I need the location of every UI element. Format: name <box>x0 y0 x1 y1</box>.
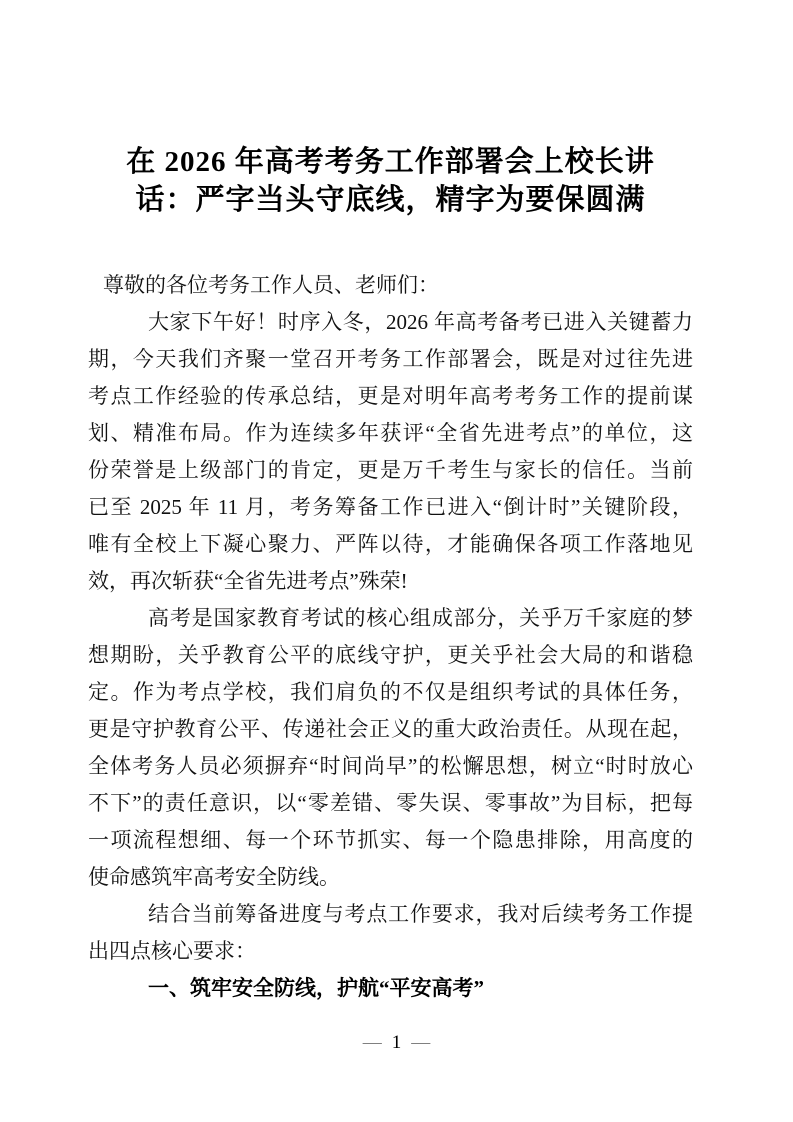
text-line: 定。作为考点学校，我们肩负的不仅是组织考试的具体任务， <box>88 680 693 704</box>
footer-dash-left: — <box>362 1032 382 1053</box>
text-line: 出四点核心要求： <box>88 939 256 963</box>
document-title <box>88 143 693 219</box>
body-paragraph <box>88 600 693 896</box>
body-paragraph <box>88 896 693 970</box>
page-number: 1 <box>391 1032 402 1053</box>
text-line: 一项流程想细、每一个环节抓实、每一个隐患排除，用高度的 <box>88 828 693 852</box>
text-line: 高考是国家教育考试的核心组成部分，关乎万千家庭的梦 <box>148 606 693 630</box>
text-line: 不下”的责任意识，以“零差错、零失误、零事故”为目标，把每 <box>88 791 693 815</box>
text-line: 份荣誉是上级部门的肯定，更是万千考生与家长的信任。当前 <box>88 458 693 482</box>
footer-dash-right: — <box>411 1032 431 1053</box>
title-line-2: 话：严字当头守底线，精字为要保圆满 <box>135 184 646 216</box>
page-footer <box>0 1031 793 1055</box>
text-line: 考点工作经验的传承总结，更是对明年高考考务工作的提前谋 <box>88 384 693 408</box>
text-line: 更是守护教育公平、传递社会正义的重大政治责任。从现在起， <box>88 717 693 741</box>
text-line: 唯有全校上下凝心聚力、严阵以待，才能确保各项工作落地见 <box>88 532 693 556</box>
document-body <box>88 267 693 1007</box>
body-paragraph <box>88 304 693 600</box>
title-line-1: 在 2026 年高考考务工作部署会上校长讲 <box>126 146 655 178</box>
text-line: 全体考务人员必须摒弃“时间尚早”的松懈思想，树立“时时放心 <box>88 754 693 778</box>
text-line: 划、精准布局。作为连续多年获评“全省先进考点”的单位，这 <box>88 421 693 445</box>
text-line: 大家下午好！时序入冬，2026 年高考备考已进入关键蓄力 <box>148 310 693 334</box>
text-line: 想期盼，关乎教育公平的底线守护，更关乎社会大局的和谐稳 <box>88 643 693 667</box>
text-line: 期，今天我们齐聚一堂召开考务工作部署会，既是对过往先进 <box>88 347 693 371</box>
text-line: 已至 2025 年 11 月，考务筹备工作已进入“倒计时”关键阶段， <box>88 495 693 519</box>
section-heading-paragraph <box>88 970 693 1007</box>
text-line: 使命感筑牢高考安全防线。 <box>88 865 340 889</box>
text-line: 一、筑牢安全防线，护航“平安高考” <box>148 976 484 1000</box>
text-line: 效，再次斩获“全省先进考点”殊荣! <box>88 569 408 593</box>
greeting-line: 尊敬的各位考务工作人员、老师们： <box>103 273 439 297</box>
text-line: 结合当前筹备进度与考点工作要求，我对后续考务工作提 <box>148 902 693 926</box>
